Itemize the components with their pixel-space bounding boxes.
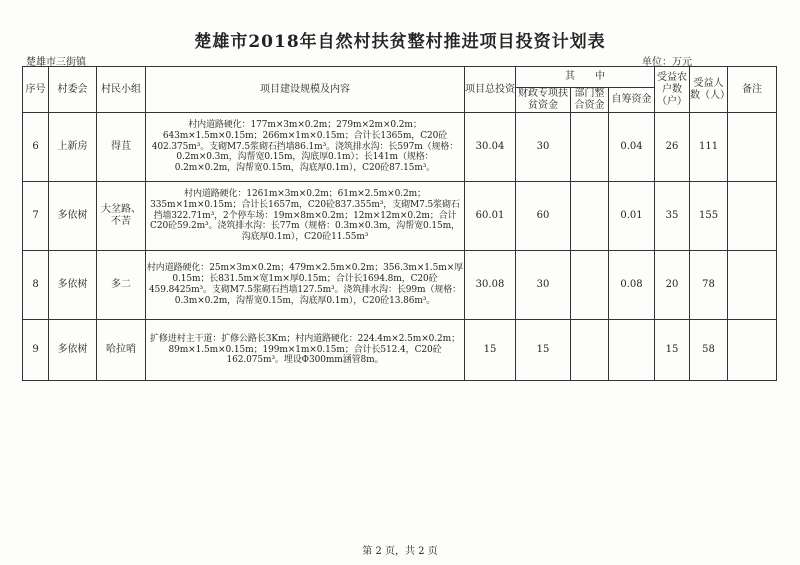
cell-total: 15 [465, 320, 516, 381]
header-seq: 序号 [23, 67, 49, 113]
cell-dept [571, 113, 609, 182]
cell-dept [571, 182, 609, 251]
cell-group: 得苴 [97, 113, 146, 182]
location-label: 楚雄市三街镇 [26, 57, 86, 68]
header-remark: 备注 [728, 67, 777, 113]
cell-self: 0.08 [609, 251, 655, 320]
header-people: 受益人数（人） [690, 67, 728, 113]
cell-seq: 7 [23, 182, 49, 251]
cell-people: 111 [690, 113, 728, 182]
cell-dept [571, 320, 609, 381]
cell-content: 扩修进村主干道：扩修公路长3Km；村内道路硬化：224.4m×2.5m×0.2m；89m×1.5m×0.15m；199m×1m×0.15m；合计长512.4，C20砼162.075m³。埋设Φ300mm涵管8m。 [146, 320, 465, 381]
header-group: 村民小组 [97, 67, 146, 113]
cell-group: 多二 [97, 251, 146, 320]
header-total: 项目总投资 [465, 67, 516, 113]
cell-content: 村内道路硬化：177m×3m×0.2m；279m×2m×0.2m；643m×1.5m×0.15m；266m×1m×0.15m；合计长1365m，C20砼402.375m³。支砌M7.5浆砌石挡墙86.1m³。浇筑排水沟：长597m（规格：0.2m×0.3m，沟帮宽0.15m，沟底厚0.1m）；长141m（规格：0.2m×0.2m，沟帮宽0.15m，沟底厚0.1m），C20砼87.15m³。 [146, 113, 465, 182]
header-row-1 [23, 67, 777, 88]
cell-people: 78 [690, 251, 728, 320]
cell-dept [571, 251, 609, 320]
cell-total: 60.01 [465, 182, 516, 251]
header-committee: 村委会 [49, 67, 97, 113]
cell-households: 26 [655, 113, 690, 182]
table-row [23, 251, 777, 320]
cell-finance: 60 [516, 182, 571, 251]
cell-self: 0.04 [609, 113, 655, 182]
header-among: 其 中 [516, 67, 655, 88]
cell-total: 30.08 [465, 251, 516, 320]
header-dept: 部门整合资金 [571, 88, 609, 113]
investment-plan-table [22, 66, 777, 381]
unit-label: 单位：万元 [642, 57, 692, 68]
header-content: 项目建设规模及内容 [146, 67, 465, 113]
cell-total: 30.04 [465, 113, 516, 182]
table-row [23, 182, 777, 251]
page-footer: 第 2 页，共 2 页 [362, 546, 438, 557]
cell-remark [728, 113, 777, 182]
header-finance: 财政专项扶贫资金 [516, 88, 571, 113]
cell-households: 20 [655, 251, 690, 320]
cell-self: 0.01 [609, 182, 655, 251]
cell-self [609, 320, 655, 381]
table-row [23, 320, 777, 381]
cell-seq: 9 [23, 320, 49, 381]
page-title: 楚雄市2018年自然村扶贫整村推进项目投资计划表 [194, 32, 606, 52]
cell-finance: 30 [516, 251, 571, 320]
table-row [23, 113, 777, 182]
cell-group: 哈拉哨 [97, 320, 146, 381]
cell-committee: 上新房 [49, 113, 97, 182]
cell-people: 58 [690, 320, 728, 381]
cell-remark [728, 251, 777, 320]
cell-content: 村内道路硬化：25m×3m×0.2m；479m×2.5m×0.2m；356.3m×1.5m×厚0.15m；长831.5m×宽1m×厚0.15m；合计长1694.8m，C20砼459.8425m³。支砌M7.5浆砌石挡墙127.5m³。浇筑排水沟：长99m（规格：0.3m×0.2m，沟帮宽0.15m，沟底厚0.1m），C20砼13.86m³。 [146, 251, 465, 320]
cell-group: 大坌路、不苦 [97, 182, 146, 251]
cell-committee: 多依树 [49, 182, 97, 251]
cell-households: 35 [655, 182, 690, 251]
cell-people: 155 [690, 182, 728, 251]
cell-committee: 多依树 [49, 320, 97, 381]
cell-remark [728, 320, 777, 381]
cell-finance: 15 [516, 320, 571, 381]
cell-seq: 8 [23, 251, 49, 320]
cell-remark [728, 182, 777, 251]
cell-committee: 多依树 [49, 251, 97, 320]
cell-finance: 30 [516, 113, 571, 182]
cell-seq: 6 [23, 113, 49, 182]
header-self: 自筹资金 [609, 88, 655, 113]
header-households: 受益农户数（户） [655, 67, 690, 113]
cell-content: 村内道路硬化：1261m×3m×0.2m；61m×2.5m×0.2m；335m×1m×0.15m；合计长1657m，C20砼837.355m³，支砌M7.5浆砌石挡墙322.71m³，2个停车场：19m×8m×0.2m；12m×12m×0.2m；合计C20砼59.2m³。浇筑排水沟：长77m（规格：0.3m×0.3m，沟帮宽0.15m，沟底厚0.1m），C20砼11.55m³ [146, 182, 465, 251]
cell-households: 15 [655, 320, 690, 381]
